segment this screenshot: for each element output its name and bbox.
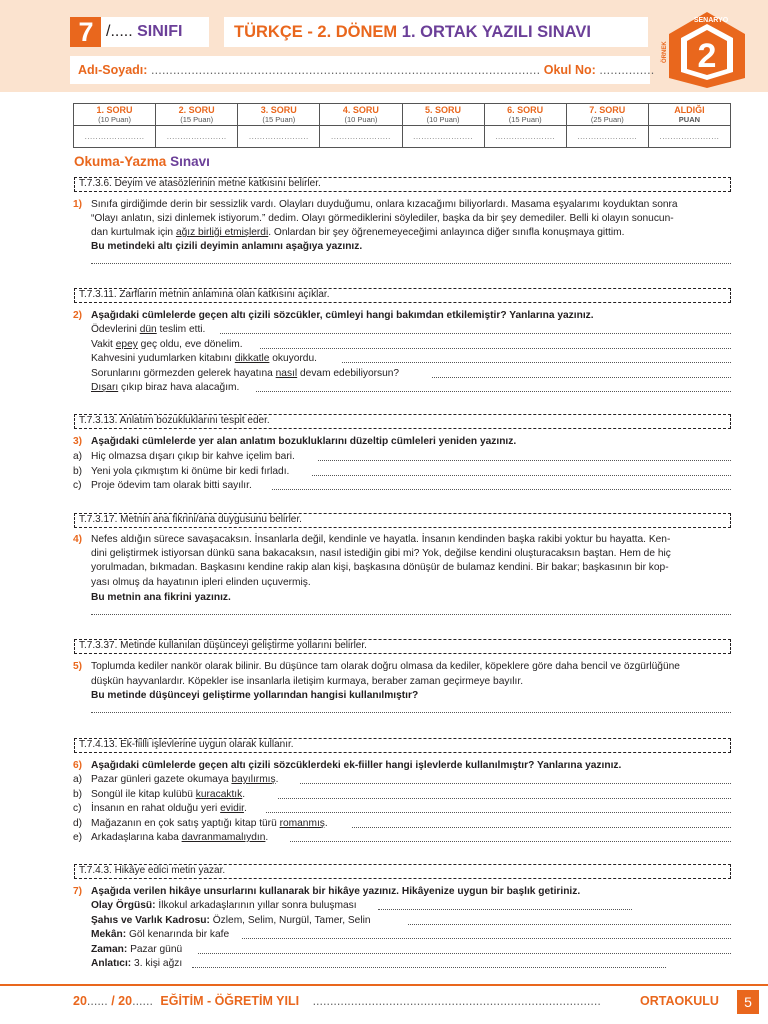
badge-top-text: SENARYO [693,17,729,24]
q3-label-b: b) [73,466,83,477]
q3-item-c: Proje ödevim tam olarak bitti sayılır. [91,480,252,491]
objective-6: T.7.4.13. Ek-fiilli işlevlerine uygun olarak kullanır. [74,738,731,753]
q7-number: 7) [73,886,83,897]
q6-item-b: Songül ile kitap kulübü kuracaktık. [91,789,246,800]
score-header-total: ALDIĞI PUAN [648,104,730,126]
score-cell-1[interactable]: ...................... [74,126,156,148]
objective-3: T.7.3.13. Anlatım bozukluklarını tespit eder. [74,414,731,429]
q3-number: 3) [73,436,83,447]
q6-answer-e[interactable] [290,841,731,842]
objective-4: T.7.3.17. Metnin ana fikrini/ana duygusunu belirler. [74,513,731,528]
objective-1: T.7.3.6. Deyim ve atasözlerinin metne katkısını belirler. [74,177,731,192]
q6-label-d: d) [73,818,83,829]
q6-label-b: b) [73,789,83,800]
q2-question: Aşağıdaki cümlelerde geçen altı çizili sözcükler, cümleyi hangi bakımdan etkilemiştir? Yanlarına yazınız. [91,310,594,321]
q1-line-1: Sınıfa girdiğimde derin bir sessizlik vardı. Olayları duyduğumu, onlara kızacağımı biliyorlardı. Masama eşyalarımı koyduktan sonra [91,199,678,210]
q2-item-1: Ödevlerini dün teslim etti. [91,324,206,335]
q2-answer-3[interactable] [342,362,731,363]
q2-number: 2) [73,310,83,321]
q3-answer-a[interactable] [318,460,731,461]
q1-number: 1) [73,199,83,210]
q1-idiom: ağız birliği etmişlerdi [175,227,269,238]
score-cell-3[interactable]: ...................... [238,126,320,148]
q7-answer-narrator[interactable] [192,967,666,968]
q1-line-2: “Olayı anlatın, sizi dinlemek istiyorum.” dedim. Olayı görmediklerini söylediler, başka da bir şey demediler. Belli ki olayın sonucun- [91,213,674,224]
q6-item-a: Pazar günleri gazete okumaya bayılırmış. [91,774,279,785]
score-header-6: 6. SORU (15 Puan) [484,104,566,126]
q2-item-3: Kahvesini yudumlarken kitabını dikkatle okuyordu. [91,353,317,364]
score-header-5: 5. SORU (10 Puan) [402,104,484,126]
q7-answer-time[interactable] [198,953,731,954]
school-no-field[interactable]: ............... [599,63,655,77]
footer-school-label: ORTAOKULU [640,994,719,1008]
q3-answer-c[interactable] [272,489,731,490]
score-header-2: 2. SORU (15 Puan) [156,104,238,126]
q4-number: 4) [73,534,83,545]
q2-answer-1[interactable] [220,333,731,334]
score-value-row [74,126,731,148]
section-title [74,154,210,169]
objective-5: T.7.3.37. Metinde kullanılan düşünceyi geliştirme yollarını belirler. [74,639,731,654]
objective-2: T.7.3.11. Zarfların metnin anlamına olan katkısını açıklar. [74,288,731,303]
exam-title-name: 1. ORTAK YAZILI SINAVI [401,23,591,41]
score-cell-5[interactable]: ...................... [402,126,484,148]
q4-answer-line[interactable] [91,614,731,615]
q3-label-c: c) [73,480,82,491]
q6-answer-a[interactable] [300,783,731,784]
q6-answer-c[interactable] [266,812,731,813]
footer-year: 20...... / 20...... EĞİTİM - ÖĞRETİM YILI ................................................................................... [73,994,601,1008]
q7-item-plot: Olay Örgüsü: İlkokul arkadaşlarının yıllar sonra buluşması [91,900,357,911]
school-name-field[interactable]: ................................................................................... [312,994,601,1008]
badge-side-text: ÖRNEK [662,41,668,63]
score-header-row [74,104,731,126]
q5-question: Bu metinde düşünceyi geliştirme yollarından hangisi kullanılmıştır? [91,690,419,701]
score-cell-6[interactable]: ...................... [484,126,566,148]
q3-label-a: a) [73,451,83,462]
q6-number: 6) [73,760,83,771]
score-header-4: 4. SORU (10 Puan) [320,104,402,126]
q3-item-b: Yeni yola çıkmıştım ki önüme bir kedi fırladı. [91,466,290,477]
section-title-b: Sınavı [170,154,210,169]
score-cell-4[interactable]: ...................... [320,126,402,148]
score-header-3: 3. SORU (15 Puan) [238,104,320,126]
q6-item-c: İnsanın en rahat olduğu yeri evidir. [91,803,247,814]
q7-question: Aşağıda verilen hikâye unsurlarını kullanarak bir hikâye yazınız. Hikâyenize uygun bir başlık getiriniz. [91,886,581,897]
exam-title [224,17,648,47]
footer [0,984,768,1024]
grade-dots: /..... [106,23,133,40]
q7-item-time: Zaman: Pazar günü [91,944,183,955]
q6-item-e: Arkadaşlarına kaba davranmamalıydın. [91,832,269,843]
q5-line-2: düşkün hayvanlardır. Köpekler ise insanlarla iletişim kurmaya, beraber zaman geçirmeye bayılır. [91,676,524,687]
q4-line-2: dini geliştirmek istiyorsan dünkü sana bakacaksın, nasıl istediğin gibi mi? Yok, değilse kendini oluşturacaksın baştan. Hem de hiç [91,548,671,559]
q2-answer-5[interactable] [256,391,731,392]
q1-line-3: dan kurtulmak için ağız birliği etmişlerdi. Onlardan bir şey öğrenemeyeceğimi anlayınca diğer sınıfla konuşmaya gittim. [91,227,625,238]
q2-answer-2[interactable] [260,348,731,349]
name-label: Adı-Soyadı: [78,63,148,77]
page-number: 5 [737,990,759,1014]
score-cell-total[interactable]: ...................... [648,126,730,148]
footer-rule [0,984,768,986]
q3-answer-b[interactable] [312,475,731,476]
q4-line-4: yası olmuş da hayatının ipleri elinden uçuvermiş. [91,577,311,588]
q2-item-4: Sorunlarını görmezden gelerek hayatına nasıl devam edebiliyorsun? [91,368,400,379]
score-header-1: 1. SORU (10 Puan) [74,104,156,126]
q7-item-characters: Şahıs ve Varlık Kadrosu: Özlem, Selim, Nurgül, Tamer, Selin [91,915,371,926]
school-no-label: Okul No: [543,63,596,77]
score-header-7: 7. SORU (25 Puan) [566,104,648,126]
q6-item-d: Mağazanın en çok satış yaptığı kitap türü romanmış. [91,818,328,829]
q7-answer-place[interactable] [242,938,731,939]
q3-item-a: Hiç olmazsa dışarı çıkıp bir kahve içelim bari. [91,451,295,462]
q3-question: Aşağıdaki cümlelerde yer alan anlatım bozukluklarını düzeltip cümleleri yeniden yazınız. [91,436,517,447]
class-label: SINIFI [137,23,183,40]
q5-line-1: Toplumda kediler nankör olarak bilinir. Bu düşünce tam olarak doğru olmasa da kediler, köpeklere göre daha bencil ve özgürlüğüne [91,661,680,672]
score-table [73,103,731,148]
q4-line-1: Nefes aldığın sürece savaşacaksın. İnsanlarla değil, kendinle ve hayatla. İnsanın kendinden başka rakibi yoktur bu hayatta. Ken- [91,534,671,545]
q4-line-3: yorulmadan, bıkmadan. Başkasını kendine rakip alan kişi, başkasına dönüşür de bulamaz kendini. Bir bakar; başkasının bir kop- [91,562,669,573]
q6-label-a: a) [73,774,83,785]
q2-answer-4[interactable] [432,377,731,378]
scenario-badge [657,8,757,90]
q6-label-e: e) [73,832,83,843]
q7-answer-characters[interactable] [408,924,731,925]
q4-question: Bu metnin ana fikrini yazınız. [91,592,231,603]
q5-answer-line[interactable] [91,712,731,713]
student-info-box [70,56,655,84]
class-box [101,17,209,47]
q2-item-5: Dışarı çıkıp biraz hava alacağım. [91,382,240,393]
objective-7: T.7.4.3. Hikâye edici metin yazar. [74,864,731,879]
grade-number: 7 [70,17,102,47]
q2-item-2: Vakit epey geç oldu, eve dönelim. [91,339,243,350]
q7-answer-plot[interactable] [378,909,632,910]
name-field[interactable]: .......................................................................................................... [150,63,541,77]
section-title-a: Okuma-Yazma [74,154,167,169]
q6-label-c: c) [73,803,82,814]
q5-number: 5) [73,661,83,672]
q1-question: Bu metindeki altı çizili deyimin anlamını aşağıya yazınız. [91,241,363,252]
q1-answer-line[interactable] [91,263,731,264]
q7-item-place: Mekân: Göl kenarında bir kafe [91,929,230,940]
q6-answer-b[interactable] [278,798,731,799]
score-cell-2[interactable]: ...................... [156,126,238,148]
q6-question: Aşağıdaki cümlelerde geçen altı çizili sözcüklerdeki ek-fiiller hangi işlevlerde kullanılmıştır? Yanlarına yazınız. [91,760,622,771]
q7-item-narrator: Anlatıcı: 3. kişi ağzı [91,958,183,969]
q6-answer-d[interactable] [352,827,731,828]
score-cell-7[interactable]: ...................... [566,126,648,148]
exam-title-subject: TÜRKÇE - 2. DÖNEM [234,23,398,41]
badge-number: 2 [697,37,717,75]
